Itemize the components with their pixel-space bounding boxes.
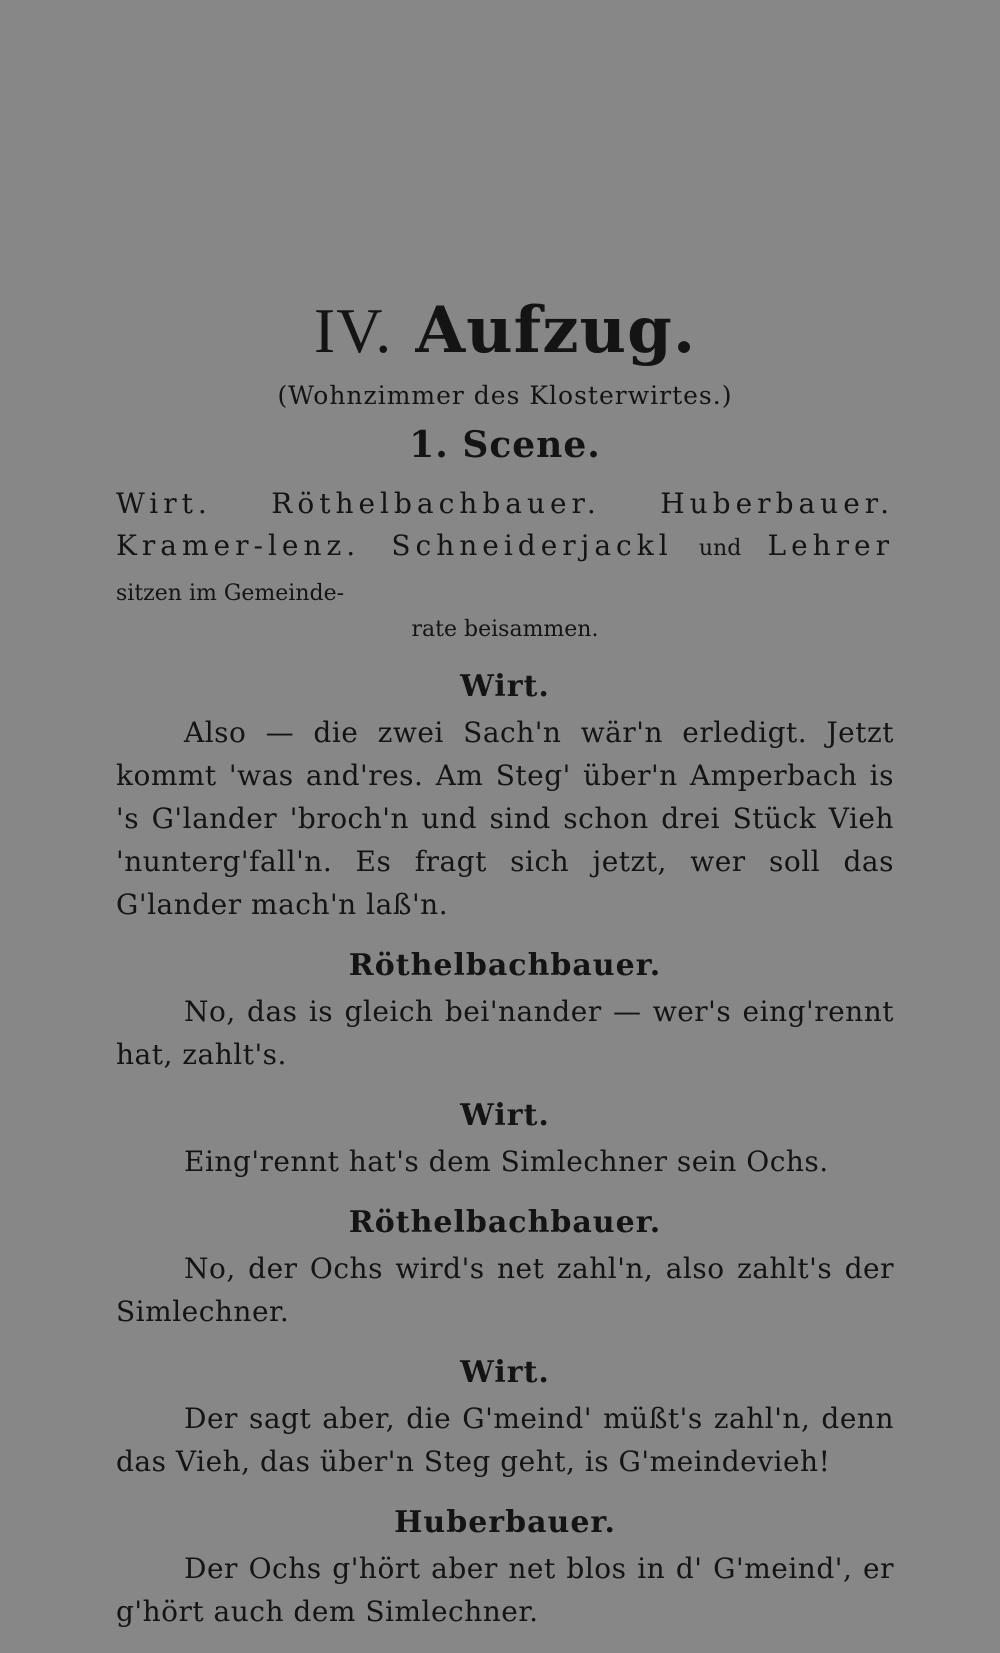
speech-text: Eing'rennt hat's dem Simlechner sein Ochs. xyxy=(184,1145,829,1178)
speech-text: No, der Ochs wird's net zahl'n, also zahlt's der Simlechner. xyxy=(116,1252,894,1328)
act-number: IV. xyxy=(313,295,393,366)
cast-und: und xyxy=(698,536,742,561)
act-word: Aufzug. xyxy=(415,293,697,368)
speaker-name: Wirt. xyxy=(460,669,550,704)
setting-description: (Wohnzimmer des Klosterwirtes.) xyxy=(277,381,733,410)
speaker-name: Wirt. xyxy=(460,1355,550,1390)
cast-names: Wirt. Röthelbachbauer. Huberbauer. Kramer-lenz. Schneiderjackl xyxy=(116,487,894,562)
speech-text: Der sagt aber, die G'meind' müßt's zahl'n, denn das Vieh, das über'n Steg geht, is G'meindevieh! xyxy=(116,1402,894,1478)
speech-text: No, das is gleich bei'nander — wer's eing'rennt hat, zahlt's. xyxy=(116,995,894,1071)
scene-title: 1. Scene. xyxy=(409,424,601,466)
document-page xyxy=(116,295,894,1653)
cast-lehrer: Lehrer xyxy=(767,529,895,562)
cast-last-line: rate beisammen. xyxy=(411,617,599,642)
cast-list xyxy=(116,483,894,615)
speech-text: Also — die zwei Sach'n wär'n erledigt. Jetzt kommt 'was and'res. Am Steg' über'n Amperbach is 's G'lander 'broch'n und sind schon drei Stück Vieh 'nunterg'fall'n. Es fragt sich jetzt, wer soll das G'lander mach'n laß'n. xyxy=(116,716,894,921)
speaker-name: Röthelbachbauer. xyxy=(348,1205,662,1240)
speech-text: Der Ochs g'hört aber net blos in d' G'meind', er g'hört auch dem Simlechner. xyxy=(116,1552,894,1628)
speaker-name: Wirt. xyxy=(460,1098,550,1133)
speaker-name: Röthelbachbauer. xyxy=(348,948,662,983)
act-title xyxy=(116,295,894,367)
speaker-name: Huberbauer. xyxy=(394,1505,616,1540)
cast-rest: sitzen im Gemeinde- xyxy=(116,581,345,606)
